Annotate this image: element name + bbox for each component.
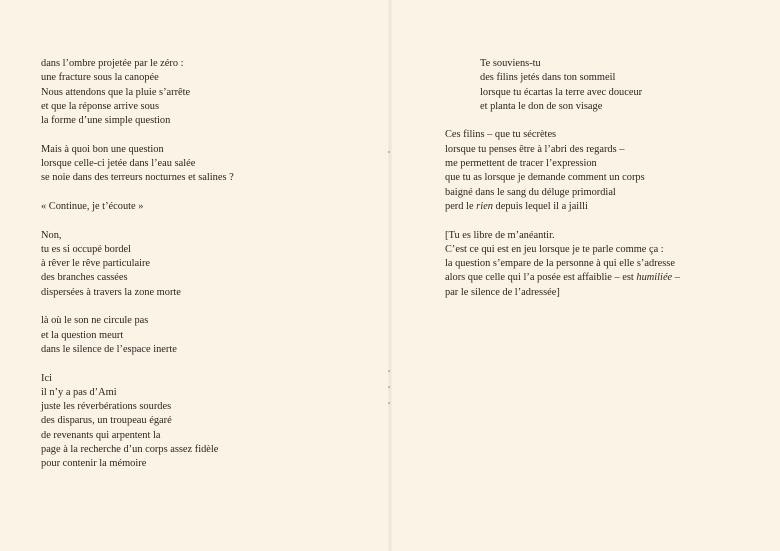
- left-page: [0, 0, 388, 551]
- poem-line: Non,: [41, 229, 62, 241]
- poem-line: tu es si occupé bordel: [41, 243, 132, 255]
- poem-line: juste les réverbérations sourdes: [41, 401, 172, 413]
- poem-line: à rêver le rêve particulaire: [41, 258, 151, 270]
- stanza: [41, 200, 361, 214]
- text-segment: perd le: [445, 200, 477, 212]
- paper-speck: [388, 370, 390, 372]
- poem-line: C’est ce qui est en jeu lorsque je te parle comme ça :: [445, 243, 664, 255]
- left-poem-column: [41, 57, 361, 472]
- poem-line: la question s’empare de la personne à qui elle s’adresse: [445, 258, 675, 270]
- poem-line: « Continue, je t’écoute »: [41, 200, 144, 212]
- poem-line: des filins jetés dans ton sommeil: [480, 72, 616, 84]
- poem-line: baigné dans le sang du déluge primordial: [445, 186, 616, 198]
- poem-line: dans l’ombre projetée par le zéro :: [41, 58, 184, 69]
- stanza: [445, 229, 765, 300]
- stanza-indented: [445, 57, 765, 114]
- poem-line: là où le son ne circule pas: [41, 315, 149, 327]
- stanza: [41, 57, 361, 128]
- italic-word: rien: [476, 200, 493, 212]
- stanza: [41, 229, 361, 300]
- paper-speck: [388, 402, 390, 404]
- poem-line: se noie dans des terreurs nocturnes et salines ?: [41, 172, 234, 184]
- stanza: [41, 143, 361, 186]
- poem-line: [Tu es libre de m’anéantir.: [445, 229, 555, 241]
- poem-line: lorsque celle-ci jetée dans l’eau salée: [41, 158, 196, 170]
- poem-line: des disparus, un troupeau égaré: [41, 415, 172, 427]
- stanza: [445, 128, 765, 214]
- poem-line: lorsque tu penses être à l’abri des regards –: [445, 143, 625, 155]
- stanza: [41, 314, 361, 357]
- poem-line: Mais à quoi bon une question: [41, 143, 164, 155]
- poem-line: une fracture sous la canopée: [41, 72, 159, 84]
- poem-line: par le silence de l’adressée]: [445, 286, 560, 298]
- poem-line: Nous attendons que la pluie s’arrête: [41, 86, 191, 98]
- poem-line: des branches cassées: [41, 272, 128, 284]
- poem-line: que tu as lorsque je demande comment un corps: [445, 172, 645, 184]
- poem-line: [445, 271, 765, 285]
- poem-line: dans le silence de l’espace inerte: [41, 343, 177, 355]
- paper-speck: [388, 151, 390, 153]
- poem-line: dispersées à travers la zone morte: [41, 286, 181, 298]
- poem-line: de revenants qui arpentent la: [41, 429, 161, 441]
- poem-line: lorsque tu écartas la terre avec douceur: [480, 86, 643, 98]
- poem-line: Ces filins – que tu sécrètes: [445, 129, 557, 141]
- poem-line: [445, 200, 765, 214]
- poem-line: et que la réponse arrive sous: [41, 100, 160, 112]
- poem-line: et la question meurt: [41, 329, 124, 341]
- text-segment: alors que celle qui l’a posée est affaiblie – est: [445, 272, 637, 284]
- italic-word: humiliée: [636, 272, 673, 284]
- text-segment: –: [672, 272, 680, 284]
- poem-line: et planta le don de son visage: [480, 100, 603, 112]
- right-poem-column: [445, 57, 765, 300]
- poem-line: il n’y a pas d’Ami: [41, 386, 117, 398]
- poem-line: la forme d’une simple question: [41, 115, 171, 127]
- poem-line: Ici: [41, 372, 52, 384]
- paper-speck: [388, 386, 390, 388]
- poem-line: page à la recherche d’un corps assez fidèle: [41, 444, 219, 456]
- poem-line: me permettent de tracer l’expression: [445, 158, 597, 170]
- poem-line: Te souviens-tu: [480, 58, 541, 69]
- text-segment: depuis lequel il a jailli: [492, 200, 588, 212]
- right-page: [392, 0, 780, 551]
- stanza: [41, 372, 361, 472]
- poem-line: pour contenir la mémoire: [41, 458, 147, 470]
